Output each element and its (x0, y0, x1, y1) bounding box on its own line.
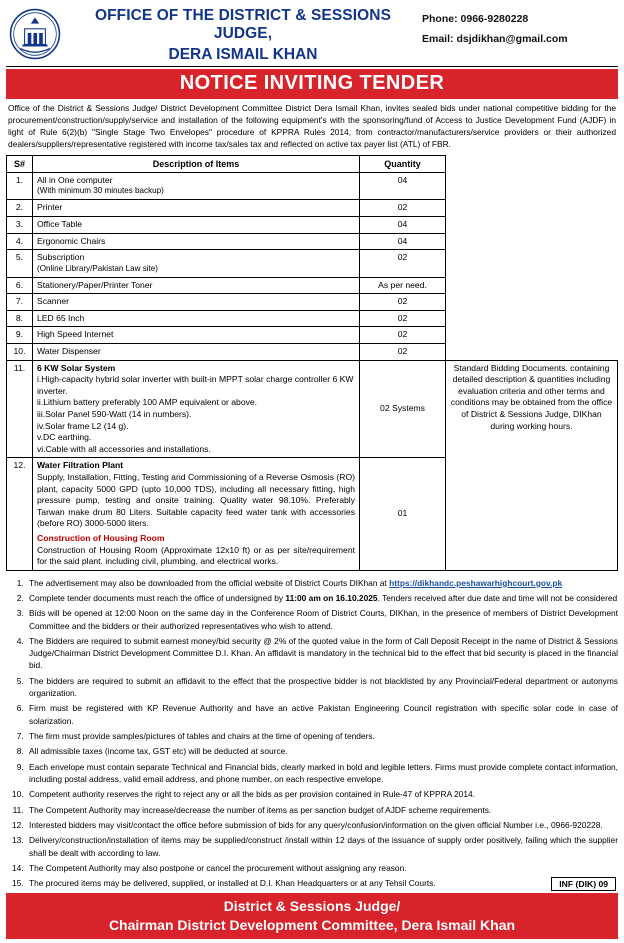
cell-description: Water Dispenser (33, 344, 360, 361)
email-row (422, 30, 618, 50)
condition-item: 8. All admissible taxes (income tax, GST etc) will be deducted at source. (26, 745, 618, 757)
cell-sn: 7. (7, 294, 33, 311)
footer-bar (6, 893, 618, 938)
cell-quantity: 02 (360, 327, 446, 344)
cell-quantity: 02 (360, 344, 446, 361)
table-row-solar (7, 360, 618, 458)
email-value: dsjdikhan@gmail.com (456, 32, 568, 45)
condition-item: 2. Complete tender documents must reach the office of undersigned by 11:00 am on 16.10.2025. Tenders received after due date and time will not be considered (26, 592, 618, 604)
deadline-text: 11:00 am on 16.10.2025 (285, 593, 378, 604)
footer-signature-line1: District & Sessions Judge/ (223, 898, 401, 915)
emblem-container (6, 4, 64, 64)
cell-description: LED 65 Inch (33, 310, 360, 327)
condition-item: 13. Delivery/construction/installation of items may be supplied/construct /install within 12 days of the issuance of supply order positively, failing which the supplier shall be dealt with according to law. (26, 834, 618, 858)
notice-title: NOTICE INVITING TENDER (6, 69, 618, 99)
cell-description: Subscription (Online Library/Pakistan Law site) (33, 250, 360, 278)
cell-description: Office Table (33, 216, 360, 233)
note-spacer (446, 172, 618, 360)
cell-description: Printer (33, 200, 360, 217)
cell-quantity: 02 (360, 294, 446, 311)
condition-item: 11. The Competent Authority may increase/decrease the number of items as per sanction budget of AJDF scheme requirements. (26, 804, 618, 816)
cell-sn: 6. (7, 277, 33, 294)
cell-sn: 11. (7, 360, 33, 458)
cell-description: All in One computer (With minimum 30 minutes backup) (33, 172, 360, 200)
header-sn: S# (7, 155, 33, 172)
cell-description: 6 KW Solar System i.High-capacity hybrid solar inverter with built-in MPPT solar charge controller 6 KW inverter. ii.Lithium battery preferably 100 AMP equivalent or above. iii.Solar Panel 590-Watt (14 in numbers). iv.Solar frame L2 (14 g). v.DC earthing. vi.Cable with all accessories and installations. (33, 360, 360, 458)
condition-item: 5. The bidders are required to submit an affidavit to the effect that the prospective bidder is not blacklisted by any Provincial/Federal department or autonyms organization. (26, 675, 618, 699)
table-header-row (7, 155, 618, 172)
cell-sn: 5. (7, 250, 33, 278)
cell-description: High Speed Internet (33, 327, 360, 344)
office-title-block (64, 4, 422, 64)
office-title-line2: DERA ISMAIL KHAN (168, 45, 318, 63)
cell-sn: 1. (7, 172, 33, 200)
cell-description: Water Filtration Plant Supply, Installation, Fitting, Testing and Commissioning of a Reverse Osmosis (RO) plant, capacity 5000 GPD (upto 10,000 TDS), including all necessary fitting, high pressure pump, testing and onsite training. Quality water 98.10%. Preferably Tarwan make drum 80 Liters. Suitable capacity feed water tank with accessories (before RO) 3000-5000 liters. Construction of Housing Room Construction of Housing Room (Approximate 12x10 ft) or as per site/requirement for the said plant. including civil, plumbing, and electrical works. (33, 458, 360, 570)
cell-quantity: 04 (360, 172, 446, 200)
cell-quantity: 01 (360, 458, 446, 570)
condition-item: 6. Firm must be registered with KP Revenue Authority and have an active Pakistan Engineering Council registration with specific solar code in case of solarization. (26, 702, 618, 726)
phone-label: Phone: (422, 13, 458, 25)
bidding-documents-note: Standard Bidding Documents. containing detailed description & quantities including evaluation criteria and other terms and conditions may be obtained from the office of District & Sessions Judge, DIKhan during working hours. (446, 360, 618, 570)
footer-signature-line2: Chairman District Development Committee, Dera Ismail Khan (108, 916, 516, 933)
condition-item: 15. The procured items may be delivered, supplied, or installed at D.I. Khan Headquarters or at any Tehsil Courts. (26, 877, 618, 889)
cell-quantity: 02 (360, 250, 446, 278)
intro-paragraph: Office of the District & Sessions Judge/ District Development Committee District Dera Ismail Khan, invites sealed bids under national competitive bidding for the procurement/construction/supply/service and installation of the following equipment's with the sponsoring/fund of Access to Justice Development Fund (AJDF) in light of Rule 6(2)(b) "Single Stage Two Envelopes" procedure of KPPRA Rules 2014, from contractor/manufacturers/service providers or their authorized dealers/suppliers/representative registered with income tax/sales tax and reflected on active tax payer list (ATL) of FBR. (8, 103, 616, 149)
cell-quantity: As per need. (360, 277, 446, 294)
phone-value: 0966-9280228 (460, 13, 529, 25)
cell-sn: 10. (7, 344, 33, 361)
cell-description: Ergonomic Chairs (33, 233, 360, 250)
condition-item: 7. The firm must provide samples/pictures of tables and chairs at the time of opening of tenders. (26, 730, 618, 742)
cell-sn: 12. (7, 458, 33, 570)
cell-quantity: 02 (360, 310, 446, 327)
header-quantity: Quantity (360, 155, 446, 172)
cell-sn: 9. (7, 327, 33, 344)
condition-item: 9. Each envelope must contain separate Technical and Financial bids, clearly marked in bold and legible letters. Firms must provide complete contact information, including postal address, valid email address, and phone number, on each respective envelope. (26, 761, 618, 785)
website-link[interactable]: https://dikhandc.peshawarhighcourt.gov.pk (389, 577, 563, 588)
phone-row (422, 10, 618, 30)
conditions-list (6, 577, 618, 890)
cell-quantity: 04 (360, 233, 446, 250)
condition-item: 14. The Competent Authority may also postpone or cancel the procurement without assigning any reason. (26, 862, 618, 874)
cell-quantity: 04 (360, 216, 446, 233)
government-emblem-icon (9, 8, 61, 60)
cell-sn: 8. (7, 310, 33, 327)
cell-quantity: 02 Systems (360, 360, 446, 458)
condition-item: 12. Interested bidders may visit/contact the office before submission of bids for any query/confusion/information on the given official Number i.e., 0966-920228. (26, 819, 618, 831)
inf-code-badge: INF (DIK) 09 (551, 877, 616, 891)
office-title-line1: OFFICE OF THE DISTRICT & SESSIONS JUDGE, (94, 7, 392, 42)
condition-item: 3. Bids will be opened at 12:00 Noon on the same day in the Conference Room of District Courts, DIKhan, in the presence of members of District Development Committee and the bidders or their authorized representatives who wish to attend. (26, 607, 618, 631)
cell-description: Scanner (33, 294, 360, 311)
document-header (6, 4, 618, 67)
items-table-body (7, 172, 618, 570)
email-label: Email: (422, 32, 454, 45)
cell-sn: 4. (7, 233, 33, 250)
condition-item: 4. The Bidders are required to submit earnest money/bid security @ 2% of the quoted value in the form of Call Deposit Receipt in the name of District & Sessions Judge/Chairman District Development Committee D.I. Khan. An affidavit is mandatory in the technical bid to the effect that bid security is placed in the financial bid. (26, 635, 618, 672)
contact-block (422, 4, 618, 64)
items-table (6, 155, 618, 571)
cell-description: Stationery/Paper/Printer Toner (33, 277, 360, 294)
cell-quantity: 02 (360, 200, 446, 217)
cell-sn: 3. (7, 216, 33, 233)
header-description: Description of Items (33, 155, 360, 172)
condition-item: 10. Competent authority reserves the right to reject any or all the bids as per provision contained in Rule-47 of KPPRA 2014. (26, 788, 618, 800)
table-row (7, 172, 618, 200)
cell-sn: 2. (7, 200, 33, 217)
condition-item: 1. The advertisement may also be downloaded from the official website of District Courts DIKhan at https://dikhandc.peshawarhighcourt.gov.pk (26, 577, 618, 589)
